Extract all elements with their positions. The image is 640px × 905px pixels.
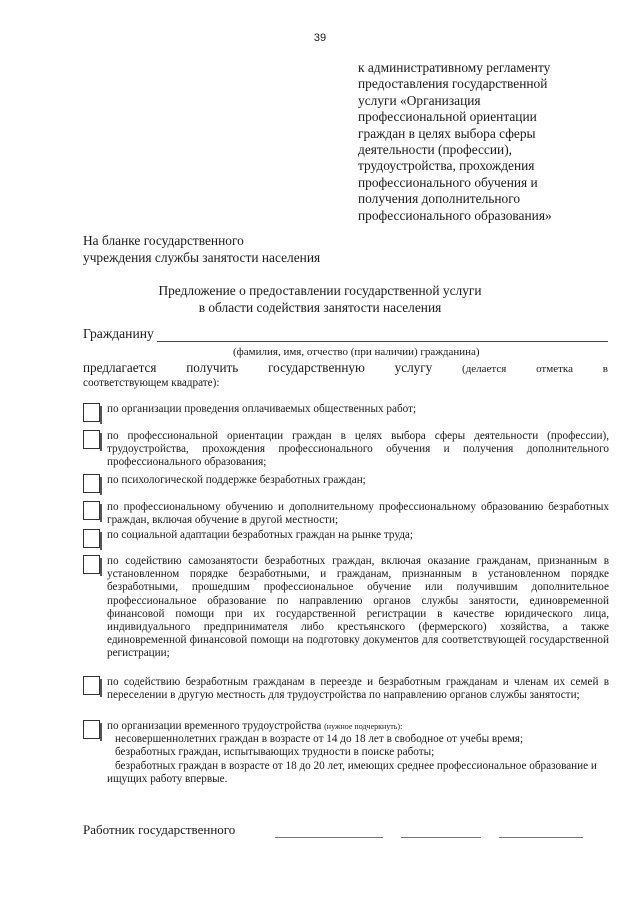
annex-line: профессионального обучения и [358, 174, 538, 190]
citizen-name-underline[interactable] [157, 328, 608, 342]
option-label: по организации временного трудоустройства [107, 720, 322, 732]
annex-line: деятельности (профессии), [358, 142, 512, 158]
document-title [0, 283, 640, 316]
option-text: по психологической поддержке безработных граждан; [107, 474, 366, 486]
option-text: по профессиональному обучению и дополнительному профессиональному образованию безработных граждан, включая обучение в другой местности; [107, 501, 609, 527]
offer-note-word: отметка [536, 363, 573, 375]
subitem[interactable]: безработных граждан, испытывающих трудности в поиске работы; [115, 746, 435, 759]
citizen-name-field[interactable] [83, 326, 608, 342]
option-text: по содействию безработным гражданам в переезде и безработным гражданам и членам их семей в переселении в другую местность для трудоустройства по направлению органов службы занятости; [107, 676, 609, 702]
option-text: по содействию самозанятости безработных граждан, включая оказание гражданам, признанным в установленном порядке безработными, и гражданам, признанным в установленном порядке безработными, прошедшим профессиональное обучение или получившим дополнительное профессиональное образование по направлению органов службы занятости, единовременной финансовой помощи при их государственной регистрации в качестве юридического лица, индивидуального предпринимателя либо крестьянского (фермерского) хозяйства, а также единовременной финансовой помощи на подготовку документов для соответствующей государственной регистрации; [107, 555, 609, 660]
option-self-employment[interactable] [83, 555, 609, 661]
annex-line: граждан в целях выбора сферы [358, 125, 536, 141]
letterhead-line: учреждения службы занятости населения [83, 249, 321, 265]
annex-line: услуги «Организация [358, 92, 481, 108]
option-career-guidance[interactable] [83, 430, 609, 470]
offer-note-word: (делается [462, 363, 507, 375]
subitem[interactable]: несовершеннолетних граждан в возрасте от 14 до 18 лет в свободное от учебы время; [115, 733, 524, 746]
signature-line[interactable] [401, 825, 481, 838]
annex-line: профессиональной ориентации [358, 109, 537, 125]
option-checkbox[interactable] [83, 501, 100, 520]
option-checkbox[interactable] [83, 555, 100, 574]
option-relocation[interactable] [83, 676, 609, 702]
offer-word: получить [186, 360, 239, 375]
option-vocational-training[interactable] [83, 501, 609, 527]
option-text: по организации проведения оплачиваемых общественных работ; [107, 403, 417, 415]
employee-label: Работник государственного [83, 822, 236, 837]
option-checkbox[interactable] [83, 474, 100, 493]
position-line[interactable] [275, 825, 383, 838]
option-checkbox[interactable] [83, 676, 100, 695]
letterhead-note [83, 233, 383, 266]
annex-line: получения дополнительного [358, 191, 521, 207]
temporary-employment-subitems [107, 733, 609, 786]
option-note: (нужное подчеркнуть): [324, 722, 403, 731]
annex-line: к административному регламенту [358, 60, 551, 75]
letterhead-line: На бланке государственного [83, 233, 244, 248]
option-temporary-employment[interactable] [83, 720, 609, 786]
option-checkbox[interactable] [83, 403, 100, 422]
offer-word: государственную [268, 360, 365, 375]
option-checkbox[interactable] [83, 720, 100, 739]
annex-line: трудоустройства, прохождения [358, 158, 535, 174]
page-number: 39 [313, 32, 327, 44]
employee-signature-row [83, 822, 608, 838]
option-text: по социальной адаптации безработных граждан на рынке труда; [107, 529, 413, 541]
option-psychological-support[interactable] [83, 474, 609, 487]
signature-lines [275, 825, 583, 838]
offer-word: услугу [394, 360, 433, 375]
option-social-adaptation[interactable] [83, 529, 609, 542]
annex-reference [358, 60, 608, 224]
subitem[interactable]: безработных граждан в возрасте от 18 до 20 лет, имеющих среднее профессиональное образование и ищущих работу впервые. [107, 759, 597, 785]
option-text: по профессиональной ориентации граждан в целях выбора сферы деятельности (профессии), трудоустройства, прохождения профессионального обучения и получения дополнительного профессионального образования; [107, 430, 609, 469]
option-public-works[interactable] [83, 403, 609, 416]
offer-note-word: в [602, 363, 608, 375]
offer-sentence [83, 361, 608, 390]
title-line: Предложение о предоставлении государственной услуги [158, 283, 482, 298]
option-text [107, 720, 609, 733]
offer-second-line: соответствующем квадрате): [83, 377, 220, 389]
annex-line: профессионального образования» [358, 207, 552, 223]
fio-hint: (фамилия, имя, отчество (при наличии) гражданина) [233, 346, 480, 358]
offer-word: предлагается [83, 360, 157, 375]
title-line: в области содействия занятости населения [198, 299, 442, 315]
annex-line: предоставления государственной [358, 76, 548, 92]
name-line[interactable] [499, 825, 583, 838]
option-checkbox[interactable] [83, 529, 100, 548]
citizen-label: Гражданину [83, 326, 154, 341]
option-checkbox[interactable] [83, 430, 100, 449]
